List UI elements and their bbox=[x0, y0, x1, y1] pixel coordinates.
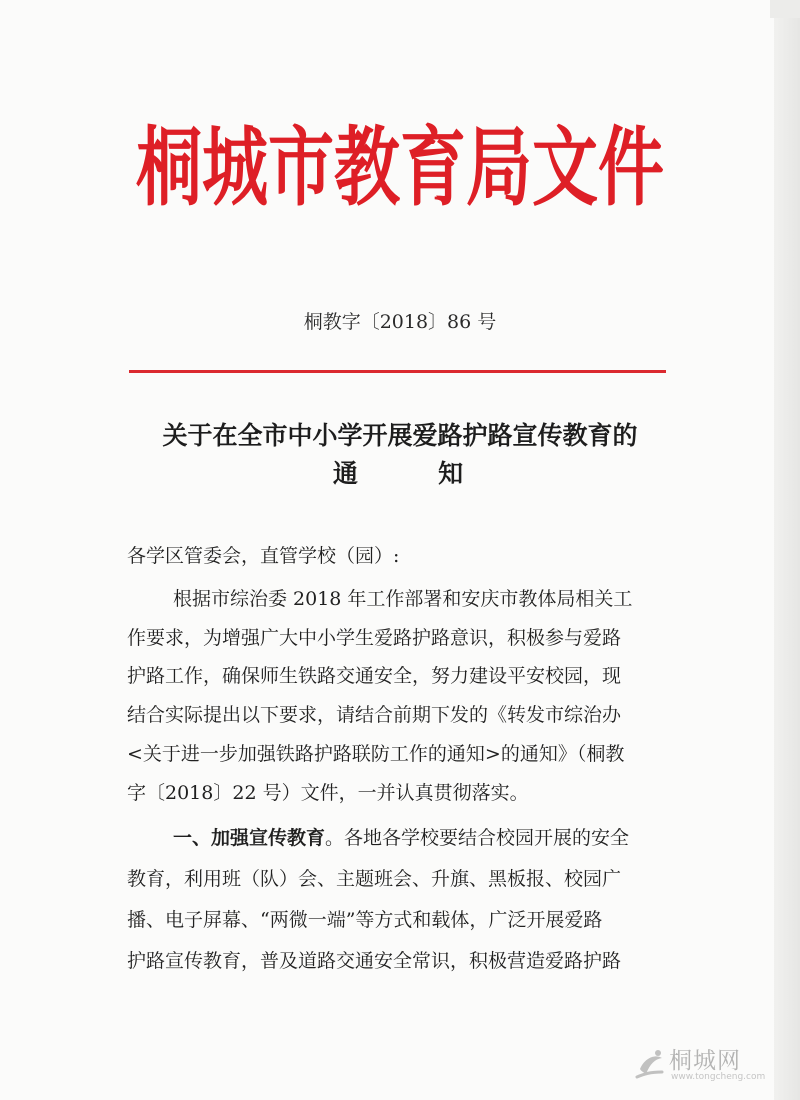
paragraph-line: 字〔2018〕22 号）文件，一并认真贯彻落实。 bbox=[127, 782, 529, 804]
section-1-line: 教育，利用班（队）会、主题班会、升旗、黑板报、校园广 bbox=[127, 868, 622, 890]
paragraph-line: 结合实际提出以下要求，请结合前期下发的《转发市综治办 bbox=[127, 704, 622, 726]
section-1-first-line bbox=[173, 826, 629, 850]
paper-top-corner bbox=[770, 0, 800, 18]
document-number: 桐教字〔2018〕86 号 bbox=[303, 311, 497, 333]
red-separator-line bbox=[129, 370, 666, 373]
paper-right-edge bbox=[774, 0, 800, 1100]
section-1-line: 播、电子屏幕、“两微一端”等方式和载体，广泛开展爱路 bbox=[127, 909, 603, 931]
paragraph-line: <关于进一步加强铁路护路联防工作的通知>的通知》（桐教 bbox=[127, 743, 625, 765]
watermark-site-name: 桐城网 bbox=[669, 1048, 741, 1074]
runner-logo-icon bbox=[633, 1047, 667, 1081]
section-1-first-line-text: 。各地各学校要结合校园开展的安全 bbox=[325, 827, 630, 849]
section-1-heading: 一、加强宣传教育 bbox=[173, 827, 326, 849]
paragraph-line: 护路工作，确保师生铁路交通安全，努力建设平安校园，现 bbox=[127, 665, 622, 687]
section-1-line: 护路宣传教育，普及道路交通安全常识，积极营造爱路护路 bbox=[127, 950, 622, 972]
issuer-heading: 桐城市教育局文件 bbox=[136, 116, 664, 218]
watermark-url: www.tongcheng.com bbox=[671, 1072, 766, 1082]
notice-subtitle: 通 知 bbox=[332, 459, 468, 488]
paragraph-line: 根据市综治委 2018 年工作部署和安庆市教体局相关工 bbox=[173, 588, 633, 610]
addressees-line: 各学区管委会，直管学校（园）: bbox=[127, 545, 400, 567]
site-watermark bbox=[633, 1047, 783, 1083]
notice-title: 关于在全市中小学开展爱路护路宣传教育的 bbox=[162, 421, 638, 450]
paragraph-line: 作要求，为增强广大中小学生爱路护路意识，积极参与爱路 bbox=[127, 627, 622, 649]
